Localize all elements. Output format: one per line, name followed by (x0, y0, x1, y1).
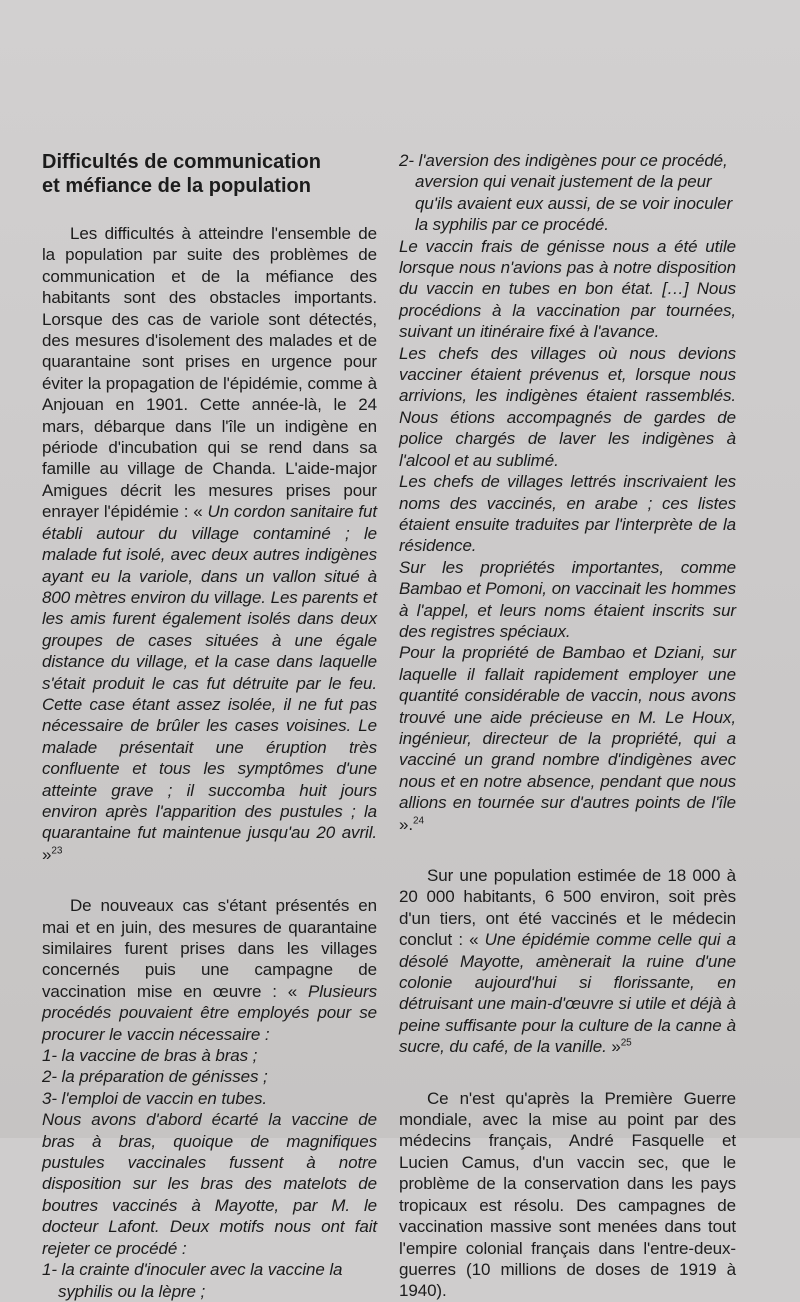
footnote-ref-24: 24 (412, 814, 424, 826)
section-heading (42, 150, 377, 198)
footnote-ref-23: 23 (51, 845, 63, 857)
list-item: 2- la préparation de génisses ; (42, 1067, 268, 1087)
amigues-quote: Un cordon sanitaire fut établi autour du village contaminé ; le malade fut isolé, avec deux autres indigènes ayant eu la variole, dans un vallon situé à 800 mètres environ du village. Les parents et les amis furent également isolés dans deux groupes de cases situées à une égale distance du village, et la case dans laquelle s'était produit le cas fut détruite par le feu. Cette case étant assez isolée, il ne fut pas nécessaire de brûler les cases voisines. Le malade présentait une éruption très confluente et tous les symptômes d'une atteinte grave ; il succomba huit jours environ après l'apparition des pustules ; la quarantaine fut maintenue jusqu'au 20 avril. (42, 502, 377, 843)
quote-close: » (42, 844, 52, 864)
paragraph-population (399, 865, 736, 1058)
procedures-list (42, 1045, 377, 1109)
paragraph-arm-to-arm: Nous avons d'abord écarté la vaccine de bras à bras, quoique de magnifiques pustules vaccinales fussent à notre disposition sur les bras des matelots de boutres vaccinés à Mayotte, par M. le docteur Lafont. Deux motifs nous ont fait rejeter ce procédé : (42, 1110, 377, 1258)
paragraph-heifer-vaccine: Le vaccin frais de génisse nous a été utile lorsque nous n'avions pas à notre disposition du vaccin en tubes en bon état. […] Nous procédions à la vaccination par tournées, suivant un itinéraire fixé à l'avance. (399, 236, 736, 342)
footnote-ref-25: 25 (620, 1037, 632, 1049)
paragraph-intro (42, 223, 377, 865)
paragraph-dry-vaccine: Ce n'est qu'après la Première Guerre mondiale, avec la mise au point par des médecins français, André Fasquelle et Lucien Camus, d'un vaccin sec, que le problème de la conservation dans les pays tropicaux est résolu. Des campagnes de vaccination massive sont menées dans tout l'empire colonial français dans l'entre-deux-guerres (10 millions de doses de 1919 à 1940). (399, 1088, 736, 1301)
left-column (42, 150, 377, 1302)
paragraph-vaccination-campaign (42, 895, 377, 1045)
bambao-text: Pour la propriété de Bambao et Dziani, sur laquelle il fallait rapidement employer une quantité considérable de vaccin, nous avons trouvé une aide précieuse en M. Le Houx, ingénieur, directeur de la propriété, qui a vacciné un grand nombre d'indigènes avec nous et en notre absence, pendant que nous allions en tournée sur d'autres points de l'île (399, 643, 736, 813)
paragraph-registers: Les chefs de villages lettrés inscrivaient les noms des vaccinés, en arabe ; ces listes étaient ensuite traduites par l'interprète de la résidence. (399, 472, 736, 556)
section-heading-line-1: Difficultés de communication (42, 151, 321, 173)
list-item: 2- l'aversion des indigènes pour ce procédé, aversion qui venait justement de la peur qu'ils avaient eux aussi, de se voir inoculer la syphilis par ce procédé. (399, 151, 733, 235)
list-item: 3- l'emploi de vaccin en tubes. (42, 1088, 268, 1108)
paragraph-properties: Sur les propriétés importantes, comme Bambao et Pomoni, on vaccinait les hommes à l'appel, et leurs noms étaient inscrits sur des registres spéciaux. (399, 557, 736, 641)
intro-text: Les difficultés à atteindre l'ensemble de la population par suite des problèmes de communication et de la méfiance des habitants sont des obstacles importants. Lorsque des cas de variole sont détectés, des mesures d'isolement des malades et de quarantaine sont prises en urgence pour éviter la propagation de l'épidémie, comme à Anjouan en 1901. Cette année-là, le 24 mars, débarque dans l'île un indigène en période d'incubation qui se rend dans sa famille au village de Chanda. L'aide-major Amigues décrit les mesures prises pour enrayer l'épidémie : « (42, 224, 377, 522)
right-column (399, 150, 736, 1302)
list-item: 1- la vaccine de bras à bras ; (42, 1046, 258, 1066)
quote-close: ». (399, 814, 413, 834)
list-item: 1- la crainte d'inoculer avec la vaccine la syphilis ou la lèpre ; (42, 1260, 343, 1301)
paragraph-village-chiefs: Les chefs des villages où nous devions vacciner étaient prévenus et, lorsque nous arrivions, les indigènes étaient rassemblés. Nous étions accompagnés de gardes de police chargés de laver les indigènes à l'alcool et au sublimé. (399, 343, 736, 470)
quote-close: » (606, 1037, 621, 1057)
section-heading-line-2: et méfiance de la population (42, 175, 311, 197)
doctor-quote: Une épidémie comme celle qui a désolé Mayotte, amènerait la ruine d'une colonie aujourd'hui si florissante, en détruisant une main-d'œuvre si utile et déjà à peine suffisante pour la culture de la canne à sucre, du café, de la vanille. (399, 930, 737, 1057)
campaign-text: De nouveaux cas s'étant présentés en mai et en juin, des mesures de quarantaine similaires furent prises dans les villages concernés puis une campagne de vaccination mise en œuvre : « (42, 896, 377, 1001)
campaign-quote: Plusieurs procédés pouvaient être employés pour se procurer le vaccin nécessaire : (42, 981, 377, 1044)
population-text: Sur une population estimée de 18 000 à 20 000 habitants, 6 500 environ, soit près d'un tiers, ont été vaccinés et le médecin conclut : « (399, 866, 736, 950)
paragraph-bambao (399, 642, 736, 835)
